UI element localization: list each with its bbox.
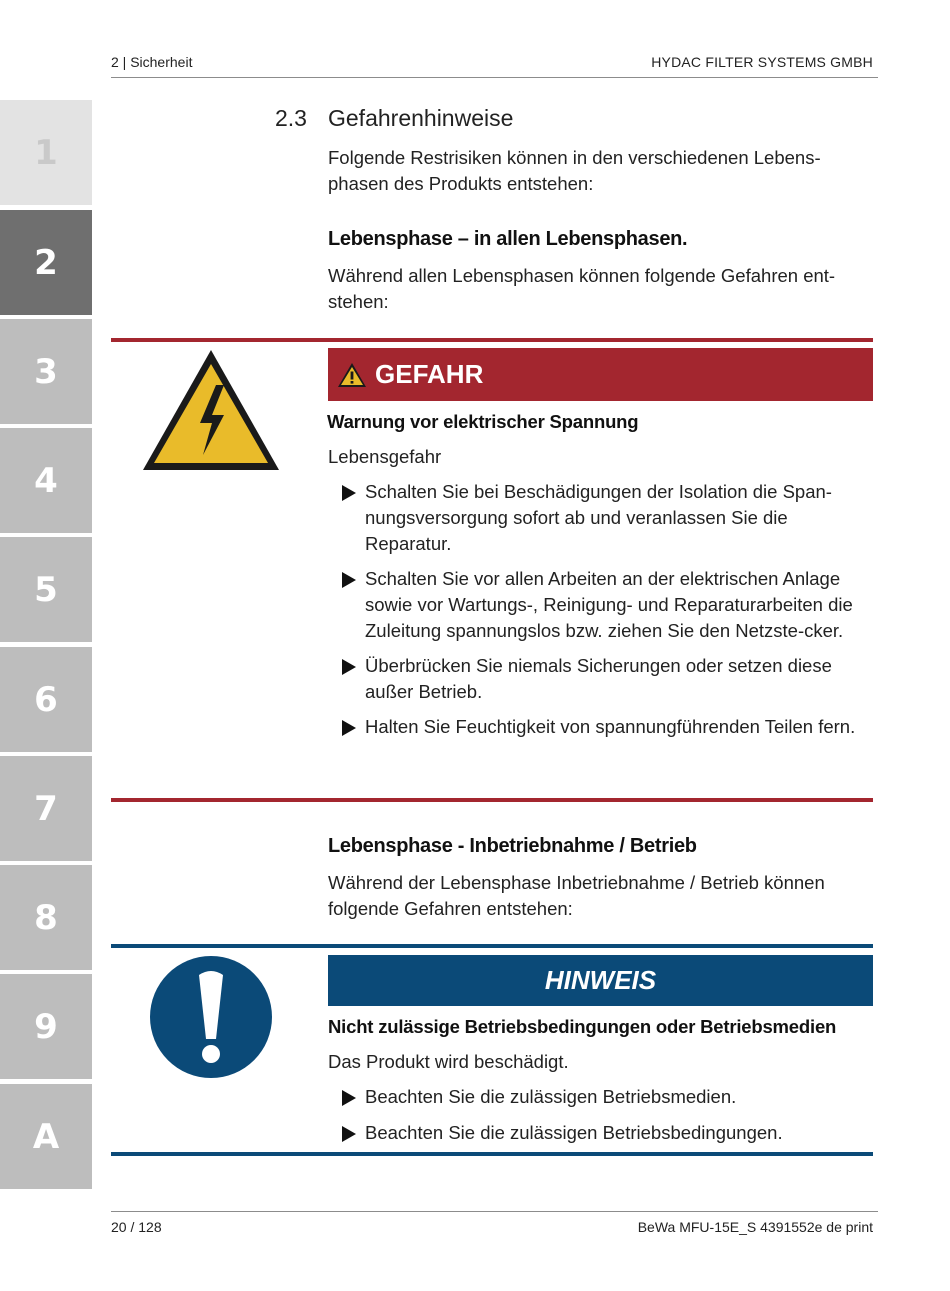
- notice-measures-list: [342, 1084, 877, 1156]
- danger-bottom-rule: [111, 798, 873, 802]
- page-number: 20 / 128: [111, 1219, 162, 1235]
- arrow-right-icon: [342, 720, 356, 736]
- list-item: Beachten Sie die zulässigen Betriebsbedingungen.: [342, 1120, 877, 1146]
- section-intro: Folgende Restrisiken können in den verschiedenen Lebens-phasen des Produkts entstehen:: [328, 147, 821, 194]
- running-header-chapter: 2 | Sicherheit: [111, 54, 193, 70]
- chapter-tab-5[interactable]: 5: [0, 537, 92, 642]
- chapter-tab-9[interactable]: 9: [0, 974, 92, 1079]
- list-item: Schalten Sie bei Beschädigungen der Isolation die Span-nungsversorgung sofort ab und veranlassen Sie die Reparatur.: [342, 479, 877, 557]
- chapter-tab-1[interactable]: 1: [0, 100, 92, 205]
- notice-banner: [328, 955, 873, 1006]
- list-item: Halten Sie Feuchtigkeit von spannungführenden Teilen fern.: [342, 714, 877, 740]
- section-number: 2.3: [275, 105, 307, 131]
- danger-top-rule: [111, 338, 873, 342]
- phase-text-all: Während allen Lebensphasen können folgende Gefahren ent-stehen:: [328, 265, 836, 312]
- notice-title: Nicht zulässige Betriebsbedingungen oder Betriebsmedien: [328, 1016, 837, 1037]
- notice-consequence: Das Produkt wird beschädigt.: [328, 1051, 569, 1072]
- arrow-right-icon: [342, 572, 356, 588]
- danger-measures-list: [342, 479, 877, 749]
- danger-signal-word: GEFAHR: [375, 359, 484, 389]
- chapter-tab-4[interactable]: 4: [0, 428, 92, 533]
- arrow-right-icon: [342, 1126, 356, 1142]
- notice-bottom-rule: [111, 1152, 873, 1156]
- mandatory-exclamation-icon: [149, 955, 273, 1079]
- list-item: Beachten Sie die zulässigen Betriebsmedien.: [342, 1084, 877, 1110]
- chapter-tab-7[interactable]: 7: [0, 756, 92, 861]
- warning-triangle-icon: [337, 362, 367, 388]
- list-item: Überbrücken Sie niemals Sicherungen oder setzen diese außer Betrieb.: [342, 653, 877, 705]
- chapter-tab-8[interactable]: 8: [0, 865, 92, 970]
- document-id: BeWa MFU-15E_S 4391552e de print: [637, 1219, 873, 1235]
- running-header-company: HYDAC FILTER SYSTEMS GMBH: [651, 54, 873, 70]
- danger-consequence: Lebensgefahr: [328, 446, 442, 467]
- chapter-tab-6[interactable]: 6: [0, 647, 92, 752]
- phase-heading-operation: Lebensphase - Inbetriebnahme / Betrieb: [328, 835, 697, 857]
- danger-banner: [328, 348, 873, 401]
- electric-hazard-warning-icon: [140, 347, 282, 473]
- notice-top-rule: [111, 944, 873, 948]
- danger-title: Warnung vor elektrischer Spannung: [327, 411, 639, 432]
- arrow-right-icon: [342, 1090, 356, 1106]
- chapter-tab-3[interactable]: 3: [0, 319, 92, 424]
- chapter-tab-2[interactable]: 2: [0, 210, 92, 315]
- header-divider: [111, 77, 878, 78]
- notice-signal-word: HINWEIS: [544, 965, 657, 995]
- arrow-right-icon: [342, 485, 356, 501]
- arrow-right-icon: [342, 659, 356, 675]
- section-title: Gefahrenhinweise: [328, 105, 514, 131]
- phase-heading-all: Lebensphase – in allen Lebensphasen.: [328, 228, 688, 250]
- phase-text-operation: Während der Lebensphase Inbetriebnahme / Betrieb können folgende Gefahren entstehen:: [328, 872, 825, 919]
- list-item: Schalten Sie vor allen Arbeiten an der elektrischen Anlage sowie vor Wartungs-, Reinigung- und Reparaturarbeiten die Zuleitung spannungslos bzw. ziehen Sie den Netzste-cker.: [342, 566, 877, 644]
- footer-divider: [111, 1211, 878, 1212]
- chapter-tab-a[interactable]: A: [0, 1084, 92, 1189]
